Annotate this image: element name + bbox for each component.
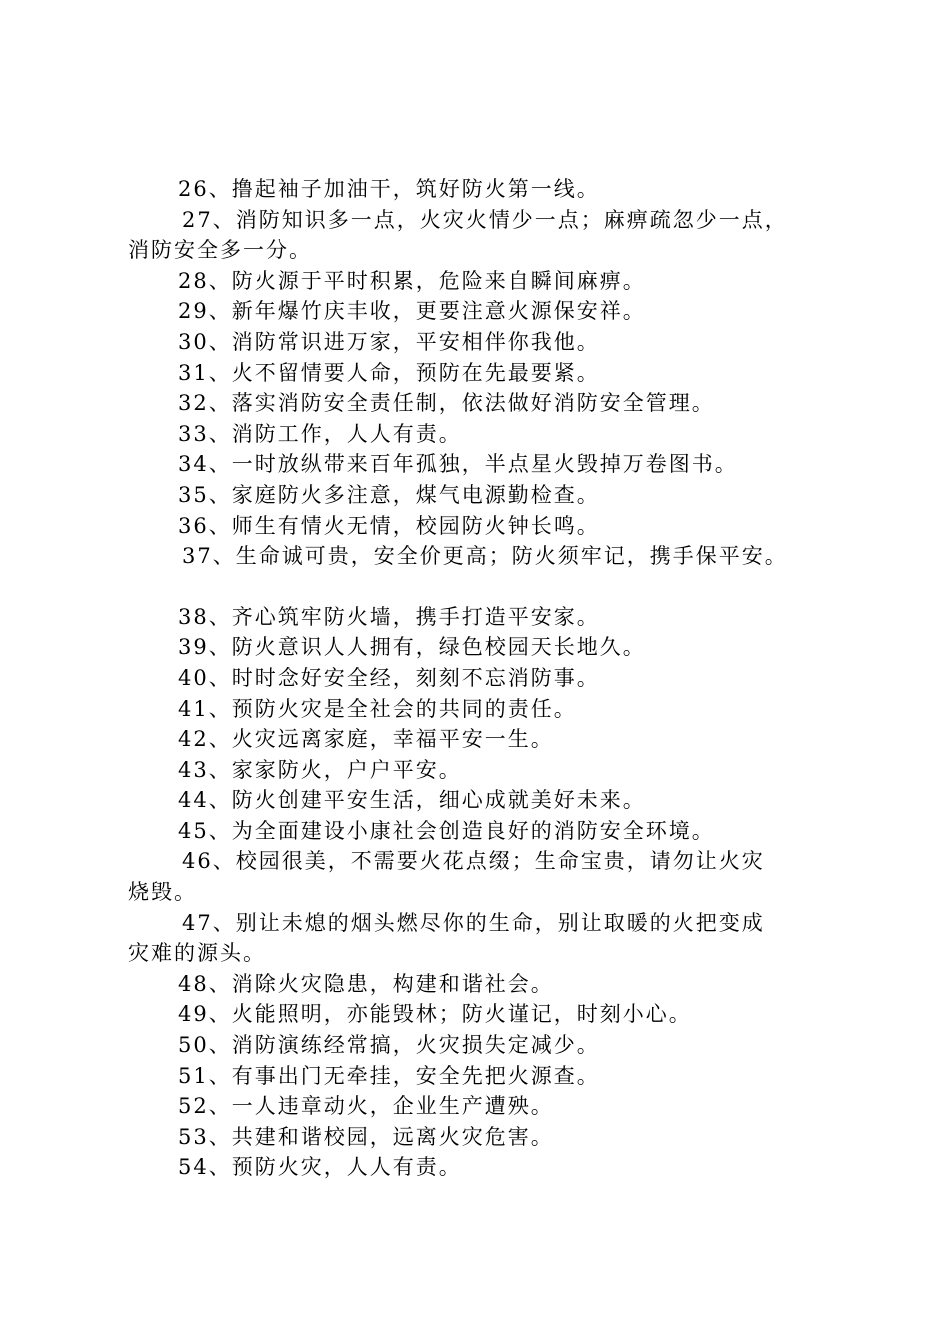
slogan-39: 39、防火意识人人拥有，绿色校园天长地久。 (178, 635, 646, 660)
slogan-35: 35、家庭防火多注意，煤气电源勤检查。 (178, 482, 600, 507)
slogan-49: 49、火能照明，亦能毁林；防火谨记，时刻小心。 (178, 1002, 692, 1027)
slogan-47-continuation: 灾难的源头。 (128, 941, 266, 966)
slogan-47: 47、别让未熄的烟头燃尽你的生命，别让取暖的火把变成 (182, 910, 765, 935)
slogan-45: 45、为全面建设小康社会创造良好的消防安全环境。 (178, 818, 715, 843)
slogan-46: 46、校园很美，不需要火花点缀；生命宝贵，请勿让火灾 (182, 849, 765, 874)
slogan-51: 51、有事出门无牵挂，安全先把火源查。 (178, 1063, 600, 1088)
slogan-32: 32、落实消防安全责任制，依法做好消防安全管理。 (178, 391, 715, 416)
slogan-33: 33、消防工作，人人有责。 (178, 421, 462, 446)
slogan-28: 28、防火源于平时积累，危险来自瞬间麻痹。 (178, 268, 646, 293)
slogan-53: 53、共建和谐校园，远离火灾危害。 (178, 1124, 554, 1149)
slogan-42: 42、火灾远离家庭，幸福平安一生。 (178, 727, 554, 752)
slogan-list (128, 174, 858, 1183)
slogan-29: 29、新年爆竹庆丰收，更要注意火源保安祥。 (178, 299, 646, 324)
slogan-34: 34、一时放纵带来百年孤独，半点星火毁掉万卷图书。 (178, 452, 738, 477)
slogan-38: 38、齐心筑牢防火墙，携手打造平安家。 (178, 604, 600, 629)
slogan-37: 37、生命诚可贵，安全价更高；防火须牢记，携手保平安。 (182, 544, 788, 569)
slogan-26: 26、撸起袖子加油干，筑好防火第一线。 (178, 177, 600, 201)
slogan-46-continuation: 烧毁。 (128, 880, 197, 905)
slogan-40: 40、时时念好安全经，刻刻不忘消防事。 (178, 665, 600, 690)
paragraph-gap (128, 572, 858, 602)
slogan-36: 36、师生有情火无情，校园防火钟长鸣。 (178, 513, 600, 538)
slogan-30: 30、消防常识进万家，平安相伴你我他。 (178, 329, 600, 354)
slogan-41: 41、预防火灾是全社会的共同的责任。 (178, 696, 577, 721)
slogan-52: 52、一人违章动火，企业生产遭殃。 (178, 1094, 554, 1119)
slogan-50: 50、消防演练经常搞，火灾损失定减少。 (178, 1033, 600, 1058)
slogan-43: 43、家家防火，户户平安。 (178, 757, 462, 782)
slogan-44: 44、防火创建平安生活，细心成就美好未来。 (178, 788, 646, 813)
slogan-54: 54、预防火灾，人人有责。 (178, 1155, 462, 1180)
slogan-31: 31、火不留情要人命，预防在先最要紧。 (178, 360, 600, 385)
slogan-27: 27、消防知识多一点，火灾火情少一点；麻痹疏忽少一点， (182, 207, 788, 232)
slogan-27-continuation: 消防安全多一分。 (128, 238, 312, 263)
slogan-48: 48、消除火灾隐患，构建和谐社会。 (178, 971, 554, 996)
